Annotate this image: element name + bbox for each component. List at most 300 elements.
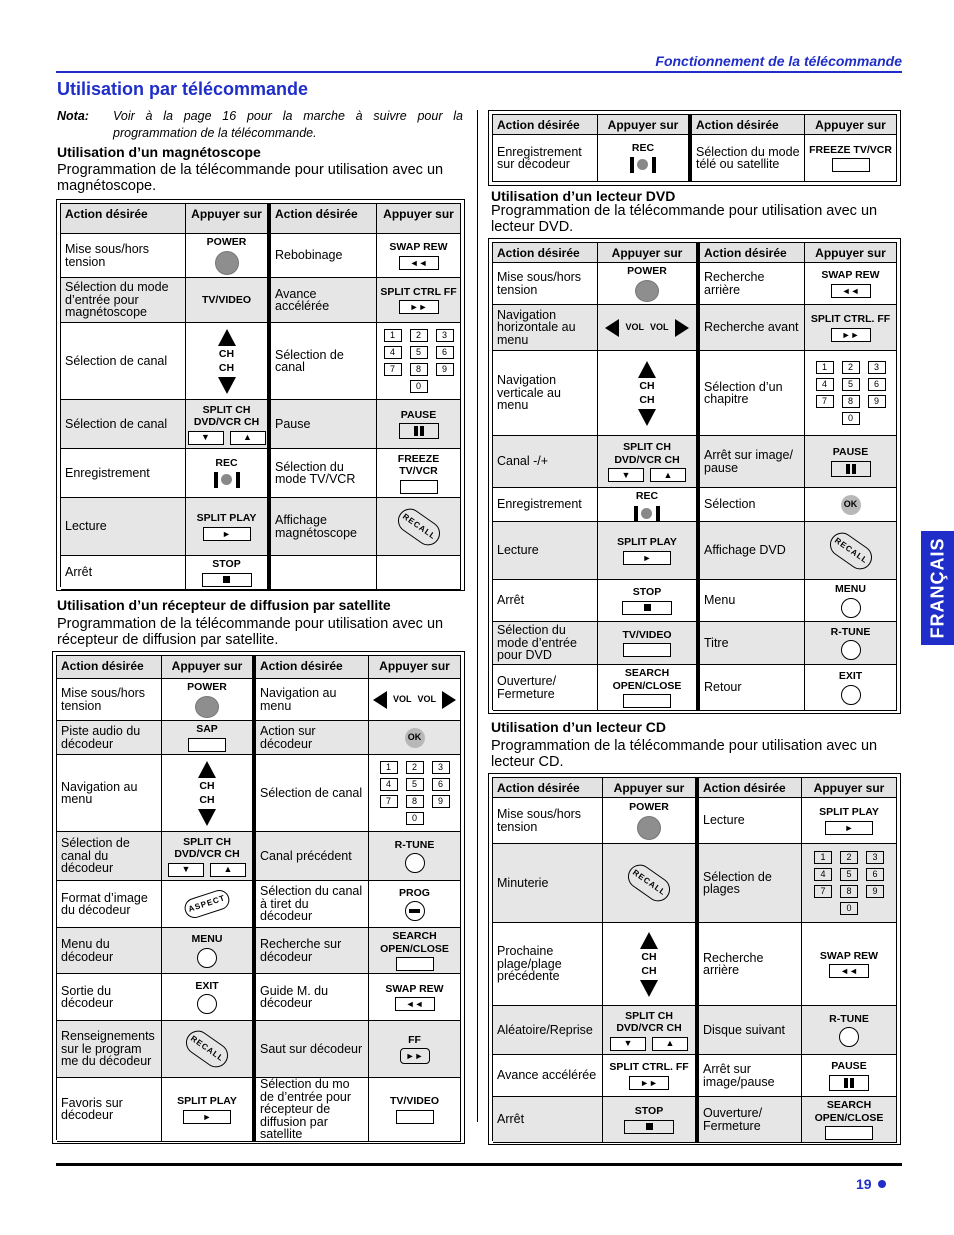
page-number — [856, 1176, 886, 1192]
col-header-action: Action désirée — [256, 656, 369, 679]
action-cell: Canal -/+ — [493, 436, 598, 488]
label: SPLIT PLAY — [617, 536, 677, 549]
button-cell — [805, 305, 897, 351]
label: 4 — [816, 378, 834, 391]
sat-table — [52, 651, 465, 1144]
keypad-icon — [380, 761, 450, 825]
dvd-desc: Programmation de la télécommande pour utilisation avec un lecteur DVD. — [491, 203, 878, 235]
label: 8 — [406, 795, 424, 808]
button-label: SWAP REW — [389, 241, 448, 254]
button-label: POWER — [206, 236, 247, 249]
button-label: SPLIT PLAY — [196, 512, 257, 525]
button-cell — [162, 928, 256, 974]
button-cell — [377, 498, 461, 556]
action-cell: Mise sous/hors tension — [493, 263, 598, 305]
action-cell: Sélection de canal — [61, 400, 186, 449]
label: R-TUNE — [830, 625, 871, 638]
action-cell: Ouverture/ Fermeture — [493, 665, 598, 711]
icon — [640, 932, 658, 949]
label: 9 — [868, 395, 886, 408]
label: POWER — [187, 681, 227, 693]
button-cell — [603, 1055, 699, 1097]
label: 6 — [866, 868, 884, 881]
icon — [635, 280, 659, 303]
icon — [605, 319, 619, 337]
label: CH — [639, 379, 655, 392]
dvd-table — [488, 238, 901, 714]
button-cell — [186, 278, 271, 323]
label: SEARCH OPEN/CLOSE — [814, 1099, 884, 1124]
col-header-press: Appuyer sur — [162, 656, 256, 679]
label: STOP — [634, 1105, 664, 1118]
cd-table — [488, 773, 901, 1145]
action-cell: Action désirée — [493, 778, 603, 798]
action-cell: Navigation verticale au menu — [493, 351, 598, 436]
action-cell: Arrêt sur image/pause — [699, 1055, 802, 1097]
action-cell: Mise sous/hors tension — [61, 234, 186, 278]
action-cell: Pause — [271, 400, 377, 449]
action-cell: Affichage magnétoscope — [271, 498, 377, 556]
label: MENU — [191, 933, 223, 946]
label: R-TUNE — [394, 838, 435, 851]
button-label: STOP — [212, 558, 241, 570]
button-cell — [598, 135, 692, 182]
action-cell: Sélection de canal — [271, 323, 377, 400]
icon — [188, 431, 266, 445]
label: 0 — [840, 902, 858, 915]
action-cell: Ouverture/ Fermeture — [699, 1097, 802, 1143]
vcr-table — [56, 199, 465, 591]
note-label: Nota: — [57, 109, 89, 123]
button-cell — [802, 1055, 897, 1097]
label: PROG — [399, 886, 430, 899]
action-cell: Favoris sur décodeur — [57, 1078, 162, 1142]
label: 2 — [410, 329, 428, 342]
action-cell: Canal précédent — [256, 832, 369, 881]
action-cell: Menu du décodeur — [57, 928, 162, 974]
button-cell — [369, 755, 461, 832]
action-cell: Disque suivant — [699, 1006, 802, 1055]
button-cell — [603, 1006, 699, 1055]
button-cell — [805, 522, 897, 580]
label: SPLIT CH DVD/VCR CH — [174, 835, 240, 860]
button-cell — [603, 1097, 699, 1143]
label: CH — [218, 347, 235, 360]
button-cell — [603, 798, 699, 844]
vcr-title: Utilisation d’un magnétoscope — [57, 144, 261, 160]
action-cell: Arrêt — [61, 556, 186, 590]
action-cell: Titre — [700, 622, 805, 665]
button-cell — [802, 923, 897, 1006]
label: FRANÇAIS — [927, 537, 947, 639]
rewind-icon: ◄◄ — [395, 997, 435, 1011]
button-label: TV/VIDEO — [201, 293, 251, 306]
label: 6 — [868, 378, 886, 391]
icon — [442, 691, 456, 709]
fast-forward-icon: ►► — [400, 1048, 430, 1064]
button-cell — [802, 1097, 897, 1143]
label: 8 — [410, 363, 428, 376]
power-button-icon — [215, 251, 239, 275]
icon — [373, 691, 387, 709]
action-cell: Sortie du décodeur — [57, 974, 162, 1021]
action-cell: Sélection — [700, 488, 805, 522]
aspect-button-icon: ASPECT — [182, 887, 232, 920]
button-cell — [369, 1021, 461, 1078]
label: 5 — [410, 346, 428, 359]
r-tune-button-icon — [405, 853, 425, 873]
ch-up-icon — [218, 329, 236, 346]
action-cell: Appuyer sur — [603, 778, 699, 798]
col-header-press: Appuyer sur — [369, 656, 461, 679]
action-cell: Arrêt sur image/ pause — [700, 436, 805, 488]
col-header-action: Action désirée — [57, 656, 162, 679]
label: CH — [199, 779, 215, 792]
action-cell: Arrêt — [493, 1097, 603, 1143]
action-cell: Sélection de canal — [256, 755, 369, 832]
label: SWAP REW — [385, 982, 444, 995]
label: SPLIT CTRL. FF — [810, 313, 891, 326]
label: STOP — [632, 586, 662, 599]
action-cell: Avance accélérée — [493, 1055, 603, 1097]
icon — [638, 361, 656, 378]
label: 5 — [842, 378, 860, 391]
button-cell — [805, 351, 897, 436]
dvd-title: Utilisation d’un lecteur DVD — [491, 188, 676, 204]
label: SEARCH OPEN/CLOSE — [380, 930, 449, 955]
icon — [832, 158, 870, 172]
label: 2 — [842, 361, 860, 374]
play-icon: ► — [183, 1110, 231, 1124]
exit-button-icon — [197, 994, 217, 1014]
action-cell: Navigation horizontale au menu — [493, 305, 598, 351]
action-cell: Sélection de canal — [61, 323, 186, 400]
icon — [841, 685, 861, 705]
action-cell: Aléatoire/Reprise — [493, 1006, 603, 1055]
search-button-icon — [396, 957, 434, 971]
icon — [675, 319, 689, 337]
button-cell — [186, 556, 271, 590]
language-tab — [921, 531, 954, 645]
button-cell — [598, 622, 700, 665]
button-cell — [162, 679, 256, 721]
action-cell: Navigation au menu — [256, 679, 369, 721]
action-cell: Appuyer sur — [802, 778, 897, 798]
keypad-icon — [814, 851, 884, 915]
action-cell: Mise sous/hors tension — [57, 679, 162, 721]
action-cell: Action désirée — [692, 115, 805, 135]
action-cell: Lecture — [61, 498, 186, 556]
button-cell — [162, 1078, 256, 1142]
button-cell — [186, 400, 271, 449]
action-cell: Appuyer sur — [598, 243, 700, 263]
label: 7 — [816, 395, 834, 408]
col-header-action: Action désirée — [61, 204, 186, 234]
button-cell — [369, 832, 461, 881]
action-cell: Appuyer sur — [598, 115, 692, 135]
action-cell: Sélection de plages — [699, 844, 802, 923]
icon — [624, 1120, 674, 1134]
icon — [839, 1027, 859, 1047]
button-cell — [369, 974, 461, 1021]
action-cell: Sélection du canal à tiret du décodeur — [256, 881, 369, 928]
label: ▲ — [652, 1037, 688, 1051]
button-cell — [369, 1078, 461, 1142]
label: ▼ — [168, 863, 204, 877]
button-label: SPLIT CH DVD/VCR CH — [193, 403, 260, 428]
button-cell — [805, 488, 897, 522]
action-cell: Arrêt — [493, 580, 598, 622]
action-cell: Action sur décodeur — [256, 721, 369, 755]
sap-button-icon — [188, 738, 226, 752]
button-cell — [377, 449, 461, 498]
button-cell — [162, 721, 256, 755]
label: TV/VIDEO — [389, 1095, 439, 1107]
page-title: Utilisation par télécommande — [57, 79, 309, 99]
cd-desc: Programmation de la télécommande pour utilisation avec un lecteur CD. — [491, 738, 878, 770]
rewind-icon: ◄◄ — [399, 256, 439, 270]
action-cell: Guide M. du décodeur — [256, 974, 369, 1021]
label: RECALL — [825, 527, 876, 573]
action-cell: Enregistrement sur décodeur — [493, 135, 598, 182]
button-cell — [805, 665, 897, 711]
action-cell: Enregistrement — [61, 449, 186, 498]
label: 19 — [856, 1176, 872, 1192]
button-cell — [598, 522, 700, 580]
cd-title: Utilisation d’un lecteur CD — [491, 719, 667, 735]
icon — [608, 468, 686, 482]
sat-title: Utilisation d’un récepteur de diffusion par satellite — [57, 597, 391, 613]
note — [57, 108, 463, 142]
button-cell — [598, 488, 700, 522]
button-cell — [802, 1006, 897, 1055]
label: 8 — [840, 885, 858, 898]
label: ▲ — [210, 863, 246, 877]
label: 0 — [410, 380, 428, 393]
action-cell: Renseignements sur le program me du décodeur — [57, 1021, 162, 1078]
button-cell — [369, 928, 461, 974]
button-cell — [598, 351, 700, 436]
action-cell: Format d’image du décodeur — [57, 881, 162, 928]
button-cell — [598, 665, 700, 711]
label: 1 — [816, 361, 834, 374]
keypad-icon — [816, 361, 886, 425]
label: 5 — [406, 778, 424, 791]
action-cell: Menu — [700, 580, 805, 622]
icon — [640, 980, 658, 997]
button-cell — [805, 622, 897, 665]
label: RECALL — [623, 860, 674, 906]
button-cell — [377, 400, 461, 449]
button-cell — [162, 1021, 256, 1078]
label: SWAP REW — [819, 949, 879, 962]
action-cell: Mise sous/hors tension — [493, 798, 603, 844]
label: ▲ — [650, 468, 686, 482]
action-cell: Action désirée — [493, 115, 598, 135]
button-cell — [377, 234, 461, 278]
label: PAUSE — [831, 1060, 867, 1073]
col-header-press: Appuyer sur — [377, 204, 461, 234]
volume-nav-icon — [605, 319, 688, 337]
action-cell: Action désirée — [493, 243, 598, 263]
label: ►► — [629, 1076, 669, 1090]
label: 6 — [436, 346, 454, 359]
label: TV/VIDEO — [622, 628, 672, 641]
ch-down-icon — [218, 377, 236, 394]
button-cell — [377, 323, 461, 400]
action-cell: Sélection du mode d’entrée pour magnétoscope — [61, 278, 186, 323]
action-cell — [271, 556, 377, 590]
label: SPLIT CH DVD/VCR CH — [616, 1009, 682, 1034]
col-header-press: Appuyer sur — [186, 204, 271, 234]
button-cell — [186, 323, 271, 400]
ch-down-icon — [198, 809, 216, 826]
label: 0 — [406, 812, 424, 825]
action-cell: Appuyer sur — [805, 115, 897, 135]
action-cell: Recherche avant — [700, 305, 805, 351]
icon — [632, 505, 662, 520]
label: 1 — [384, 329, 402, 342]
header-rule — [56, 71, 902, 73]
icon — [825, 1126, 873, 1140]
note-text: Voir à la page 16 pour la marche à suivre pour la programmation de la télécommande. — [113, 109, 463, 140]
label: SPLIT PLAY — [177, 1095, 237, 1107]
label: 2 — [840, 851, 858, 864]
button-cell — [162, 832, 256, 881]
label: VOL — [417, 694, 437, 705]
button-cell — [162, 755, 256, 832]
action-cell: Minuterie — [493, 844, 603, 923]
label: ▼ — [608, 468, 644, 482]
button-cell — [369, 721, 461, 755]
button-cell — [603, 923, 699, 1006]
label: ◄◄ — [831, 284, 871, 298]
label: 4 — [814, 868, 832, 881]
button-cell — [802, 798, 897, 844]
label: 1 — [814, 851, 832, 864]
page-header: Fonctionnement de la télécommande — [655, 53, 902, 69]
label: CH — [639, 394, 655, 406]
label: 4 — [380, 778, 398, 791]
label: 9 — [436, 363, 454, 376]
action-cell: Rebobinage — [271, 234, 377, 278]
action-cell: Sélection du mode d’entrée pour DVD — [493, 622, 598, 665]
label: ▼ — [610, 1037, 646, 1051]
pause-icon — [399, 423, 439, 439]
label: 9 — [866, 885, 884, 898]
label: 7 — [814, 885, 832, 898]
icon — [637, 816, 661, 840]
action-cell: Sélection d’un chapitre — [700, 351, 805, 436]
button-cell — [598, 263, 700, 305]
label: 0 — [842, 412, 860, 425]
play-icon: ► — [203, 527, 251, 541]
icon — [623, 694, 671, 708]
label: ►► — [831, 328, 871, 342]
icon — [610, 1037, 688, 1051]
button-cell — [162, 881, 256, 928]
label: OK — [841, 495, 861, 515]
action-cell: Enregistrement — [493, 488, 598, 522]
label: EXIT — [195, 979, 219, 992]
icon — [623, 643, 671, 657]
button-label: PAUSE — [400, 408, 437, 421]
label: 3 — [432, 761, 450, 774]
label: ► — [825, 821, 873, 835]
action-cell: Recherche arrière — [700, 263, 805, 305]
button-cell — [186, 498, 271, 556]
button-cell — [805, 135, 897, 182]
button-cell — [802, 844, 897, 923]
label: 3 — [436, 329, 454, 342]
icon — [168, 863, 246, 877]
label: EXIT — [838, 670, 863, 683]
ch-up-icon — [198, 761, 216, 778]
icon — [841, 640, 861, 660]
label: ► — [623, 551, 671, 565]
label: FF — [408, 1033, 421, 1046]
action-cell: Retour — [700, 665, 805, 711]
action-cell: Piste audio du décodeur — [57, 721, 162, 755]
vcr-desc: Programmation de la télécommande pour utilisation avec un magnétoscope. — [57, 162, 444, 194]
button-label: REC — [215, 456, 238, 469]
col-header-action: Action désirée — [271, 204, 377, 234]
button-cell — [377, 278, 461, 323]
volume-nav-icon — [373, 691, 456, 709]
button-cell — [377, 556, 461, 590]
button-cell — [598, 580, 700, 622]
button-cell — [186, 234, 271, 278]
label: SWAP REW — [821, 269, 880, 282]
label: CH — [199, 794, 215, 806]
label: 6 — [432, 778, 450, 791]
label: CH — [641, 950, 657, 963]
action-cell: Navigation au menu — [57, 755, 162, 832]
action-cell: Action désirée — [699, 778, 802, 798]
button-cell — [369, 881, 461, 928]
icon — [831, 461, 871, 477]
button-cell — [186, 449, 271, 498]
action-cell: Avance accélérée — [271, 278, 377, 323]
action-cell: Lecture — [699, 798, 802, 844]
icon — [841, 598, 861, 618]
button-cell — [603, 844, 699, 923]
label: POWER — [629, 801, 669, 814]
label: 7 — [384, 363, 402, 376]
recall-button-icon: RECALL — [181, 1026, 232, 1072]
fast-forward-icon: ►► — [399, 300, 439, 314]
label: 9 — [432, 795, 450, 808]
label: SEARCH OPEN/CLOSE — [612, 667, 682, 692]
sat-cont-table — [488, 110, 901, 186]
action-cell: Sélection de canal du décodeur — [57, 832, 162, 881]
label: PAUSE — [832, 446, 869, 459]
label: REC — [635, 490, 659, 502]
button-cell — [369, 679, 461, 721]
prog-button-icon — [405, 901, 425, 921]
column-divider — [477, 110, 478, 1122]
label: 3 — [868, 361, 886, 374]
keypad-icon — [384, 329, 454, 393]
ok-button-icon: OK — [405, 728, 425, 748]
label: SPLIT CH DVD/VCR CH — [614, 441, 680, 466]
action-cell: Recherche sur décodeur — [256, 928, 369, 974]
power-button-icon — [195, 696, 219, 719]
action-cell: Affichage DVD — [700, 522, 805, 580]
icon — [638, 409, 656, 426]
label: 1 — [380, 761, 398, 774]
sat-desc: Programmation de la télécommande pour utilisation avec un récepteur de diffusion par satellite. — [57, 616, 444, 648]
